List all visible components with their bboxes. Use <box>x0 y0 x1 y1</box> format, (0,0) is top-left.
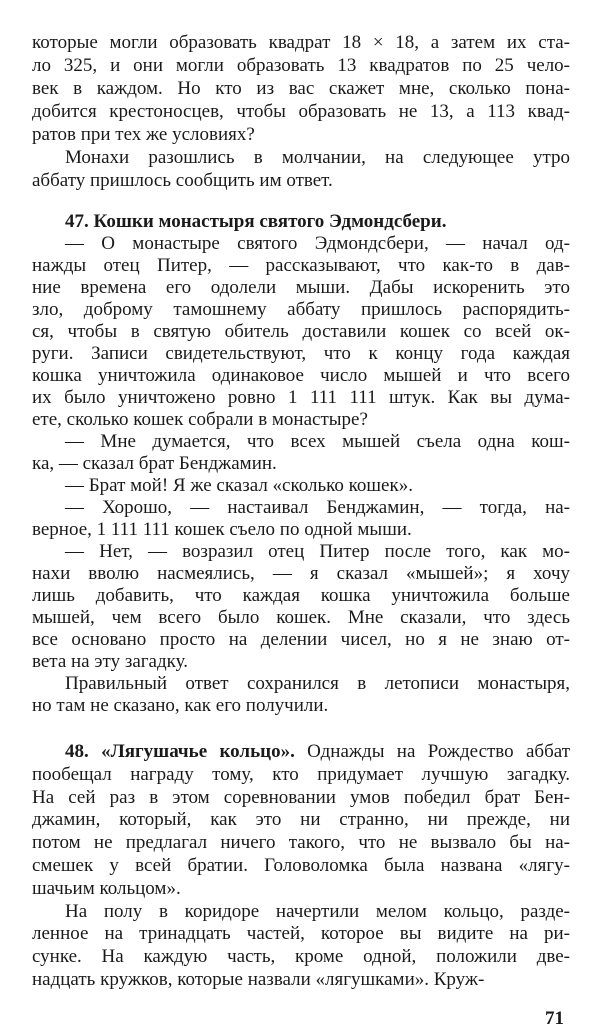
text-line: — О монастыре святого Эдмондсбери, — начал од- <box>65 233 570 254</box>
text-line: На полу в коридоре начертили мелом кольцо, разде- <box>65 900 570 922</box>
text-line: кошка уничтожила одинаковое число мышей и что всего <box>32 365 570 386</box>
paragraph <box>32 475 570 497</box>
text-line: смешек у всей братии. Головоломка была названа «лягу- <box>32 854 570 876</box>
text-line <box>32 741 570 764</box>
text-line: — Мне думается, что всех мышей съела одна кош- <box>65 431 570 452</box>
text-line: добится крестоносцев, чтобы образовать не 13, а 113 квад- <box>32 101 570 122</box>
paragraph <box>32 901 570 992</box>
text-line: надцать кружков, которые назвали «лягушками». Круж- <box>32 968 485 990</box>
text-line: Монахи разошлись в молчании, на следующее утро <box>65 147 570 168</box>
text-line: — Хорошо, — настаивал Бенджамин, — тогда, на- <box>65 497 570 518</box>
text-line: нахи вволю насмеялись, — я сказал «мышей»; я хочу <box>32 563 570 584</box>
text-line: сунке. На каждую часть, кроме одной, положили две- <box>32 946 570 968</box>
text-line: потом не предлагал ничего такого, что не вызвало бы на- <box>32 832 570 854</box>
text-line: шачьим кольцом». <box>32 877 181 899</box>
paragraph <box>32 541 570 673</box>
line-text: Однажды на Рождество аббат <box>294 741 571 762</box>
text-line: ка, — сказал брат Бенджамин. <box>32 453 277 474</box>
text-line: пообещал награду тому, кто придумает лучшую загадку. <box>32 763 570 785</box>
text-line: — Нет, — возразил отец Питер после того, как мо- <box>65 541 570 562</box>
paragraph <box>32 146 570 192</box>
section-47 <box>32 211 570 717</box>
text-line: аббату пришлось сообщить им ответ. <box>32 170 333 191</box>
paragraph <box>32 31 570 146</box>
paragraph <box>32 673 570 717</box>
section-heading-text: 48. «Лягушачье кольцо». <box>65 741 295 762</box>
text-line: но там не сказано, как его получили. <box>32 695 329 716</box>
text-line: ние времена его одолели мыши. Дабы искоренить это <box>32 277 570 298</box>
paragraph <box>32 497 570 541</box>
text-line: которые могли образовать квадрат 18 × 18, а затем их ста- <box>32 32 570 53</box>
page-number: 71 <box>545 1007 564 1029</box>
text-line: мышей, чем всего было кошек. Мне сказали, что здесь <box>32 607 570 628</box>
paragraph <box>32 431 570 475</box>
text-line: ленное на тринадцать частей, которое вы видите на ри- <box>32 923 570 945</box>
section-48 <box>32 741 570 992</box>
text-line: На сей раз в этом соревновании умов победил брат Бен- <box>32 786 570 808</box>
text-line: век в каждом. Но кто из вас скажет мне, сколько пона- <box>32 78 570 99</box>
section-heading-text: 47. Кошки монастыря святого Эдмондсбери. <box>65 211 447 232</box>
paragraph <box>32 741 570 901</box>
text-block-intro <box>32 31 570 192</box>
text-line: ло 325, и они могли образовать 13 квадратов по 25 чело- <box>32 55 570 76</box>
text-line: Правильный ответ сохранился в летописи монастыря, <box>65 673 570 694</box>
text-line: их было уничтожено ровно 1 111 111 штук. Как вы дума- <box>32 387 570 408</box>
section-heading <box>32 211 570 233</box>
text-line: ратов при тех же условиях? <box>32 124 255 145</box>
text-line: лишь добавить, что каждая кошка уничтожила больше <box>32 585 570 606</box>
paragraph <box>32 233 570 431</box>
text-line: ся, чтобы в святую обитель доставили кошек со всей ок- <box>32 321 570 342</box>
text-line: верное, 1 111 111 кошек съело по одной мыши. <box>32 519 412 540</box>
text-line: все основано просто на делении чисел, но я не знаю от- <box>32 629 570 650</box>
text-line: джамин, который, как это ни странно, ни прежде, ни <box>32 809 570 831</box>
text-line: нажды отец Питер, — рассказывают, что как-то в дав- <box>32 255 570 276</box>
text-line: — Брат мой! Я же сказал «сколько кошек». <box>65 475 413 496</box>
text-line: вета на эту загадку. <box>32 651 188 672</box>
text-line: руги. Записи свидетельствуют, что к концу года каждая <box>32 343 570 364</box>
text-line: зло, доброму тамошнему аббату пришлось распорядить- <box>32 299 570 320</box>
text-line: ете, сколько кошек собрали в монастыре? <box>32 409 368 430</box>
